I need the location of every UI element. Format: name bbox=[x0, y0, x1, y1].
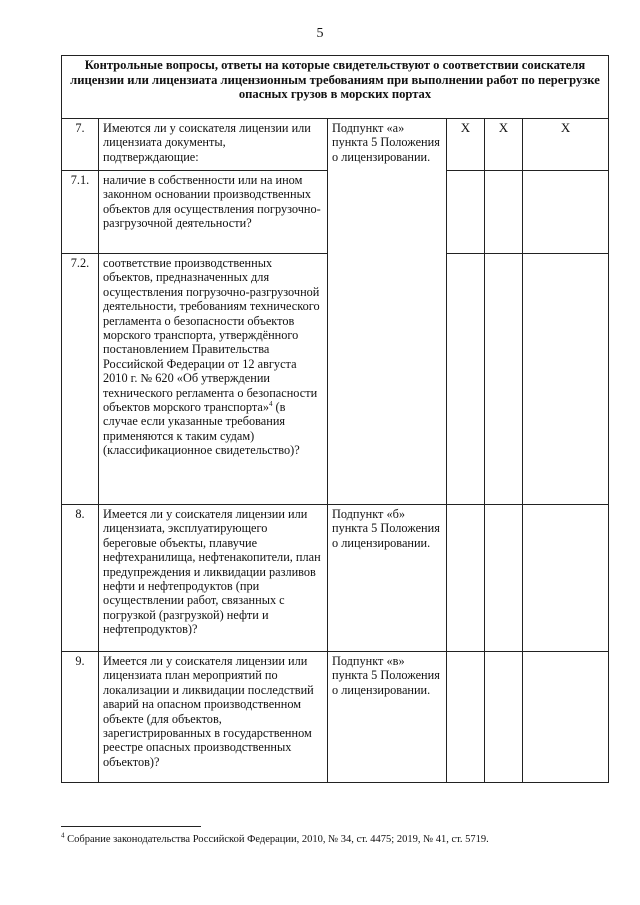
row-number: 7.2. bbox=[62, 254, 99, 505]
answer-cell bbox=[523, 505, 609, 652]
question-cell: Имеется ли у соискателя лицензии или лицензиата план мероприятий по локализации и ликвидации последствий аварий на опасном производственном объекте (для объектов, зарегистрированных в государственном реестре опасных производственных объектов)? bbox=[99, 652, 328, 783]
answer-cell bbox=[523, 652, 609, 783]
checklist-table bbox=[61, 55, 609, 783]
question-cell: наличие в собственности или на ином законном основании производственных объектов для осуществления погрузочно-разгрузочной деятельности? bbox=[99, 171, 328, 254]
reference-cell: Подпункт «б» пункта 5 Положения о лицензировании. bbox=[328, 505, 447, 652]
footnote-reference: 4 bbox=[268, 399, 273, 408]
question-text: (в случае если указанные требования применяются к таким судам) (классификационное свидетельство)? bbox=[103, 400, 300, 458]
answer-cell bbox=[447, 254, 485, 505]
reference-cell: Подпункт «а» пункта 5 Положения о лицензировании. bbox=[328, 119, 447, 505]
page-number: 5 bbox=[316, 26, 324, 41]
answer-cell bbox=[523, 254, 609, 505]
table-row bbox=[62, 652, 609, 783]
answer-cell bbox=[485, 254, 523, 505]
answer-cell bbox=[485, 505, 523, 652]
footnote bbox=[61, 831, 489, 845]
row-number: 7.1. bbox=[62, 171, 99, 254]
question-cell: Имеются ли у соискателя лицензии или лицензиата документы, подтверждающие: bbox=[99, 119, 328, 171]
table-heading-row bbox=[62, 56, 609, 119]
answer-cell bbox=[447, 171, 485, 254]
answer-cell bbox=[447, 505, 485, 652]
row-number: 9. bbox=[62, 652, 99, 783]
question-text: соответствие производственных объектов, предназначенных для осуществления погрузочно-разгрузочной деятельности, требованиям технического регламента о безопасности объектов морского транспорта, утверждённого постановлением Правительства Российской Федерации от 12 августа 2010 г. № 620 «Об утверждении технического регламента о безопасности объектов морского транспорта» bbox=[103, 256, 320, 415]
answer-cell bbox=[485, 171, 523, 254]
reference-cell: Подпункт «в» пункта 5 Положения о лицензировании. bbox=[328, 652, 447, 783]
mark-cell: X bbox=[523, 119, 609, 171]
question-cell: Имеется ли у соискателя лицензии или лицензиата, эксплуатирующего береговые объекты, плавучие нефтехранилища, нефтенакопители, план предупреждения и ликвидации разливов нефти и нефтепродуктов (при осуществлении работ, связанных с погрузкой (разгрузкой) нефти и нефтепродуктов)? bbox=[99, 505, 328, 652]
footnote-divider bbox=[61, 826, 201, 827]
row-number: 7. bbox=[62, 119, 99, 171]
row-number: 8. bbox=[62, 505, 99, 652]
footnote-text: Собрание законодательства Российской Федерации, 2010, № 34, ст. 4475; 2019, № 41, ст. 5719. bbox=[64, 834, 489, 845]
mark-cell: X bbox=[447, 119, 485, 171]
question-cell bbox=[99, 254, 328, 505]
table-heading: Контрольные вопросы, ответы на которые свидетельствуют о соответствии соискателя лицензии или лицензиата лицензионным требованиям при выполнении работ по перегрузке опасных грузов в морских портах bbox=[62, 56, 609, 119]
answer-cell bbox=[485, 652, 523, 783]
mark-cell: X bbox=[485, 119, 523, 171]
answer-cell bbox=[523, 171, 609, 254]
answer-cell bbox=[447, 652, 485, 783]
table-row bbox=[62, 119, 609, 171]
footnote-mark: 4 bbox=[61, 831, 65, 840]
table-row bbox=[62, 505, 609, 652]
